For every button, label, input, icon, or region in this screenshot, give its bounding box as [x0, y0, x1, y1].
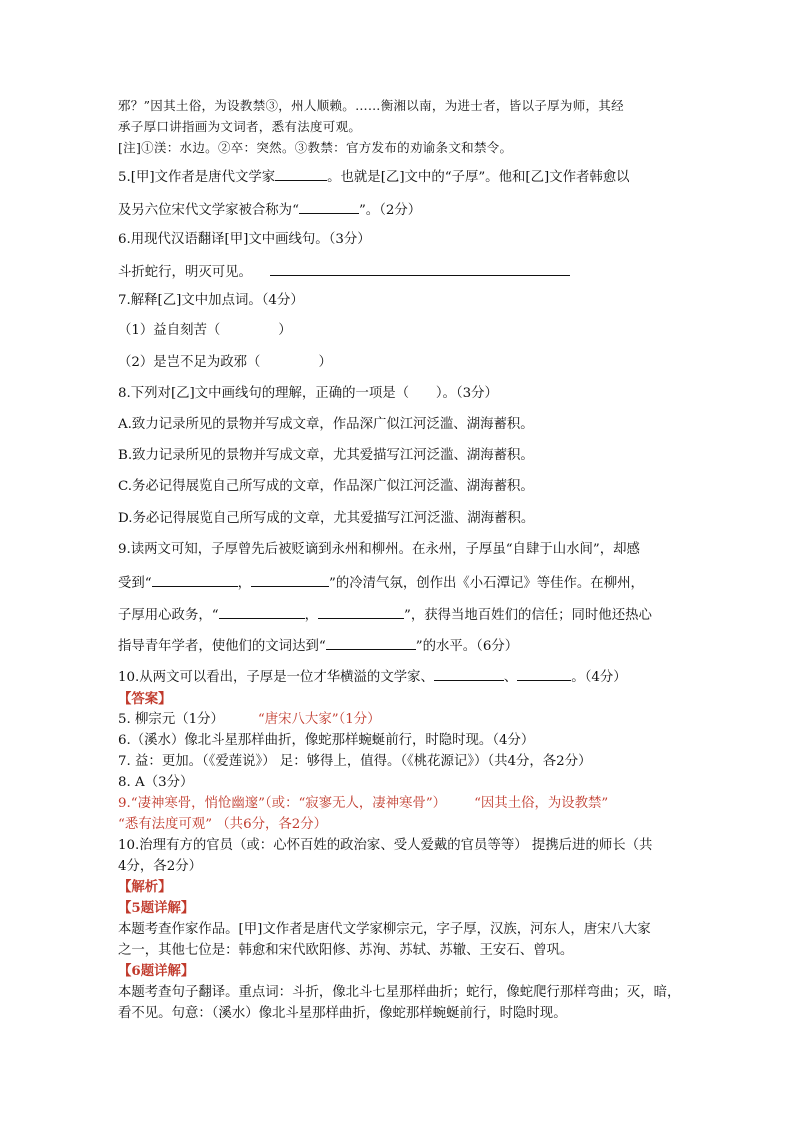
question-6-line: [118, 263, 570, 279]
q6-sentence: 斗折蛇行，明灭可见。: [118, 265, 252, 280]
q5-text-a: 5.[甲]文作者是唐代文学家: [118, 170, 276, 185]
passage-note: [注]①渼：水边。②卒：突然。③教禁：官方发布的劝谕条文和禁令。: [118, 140, 513, 155]
q9-l4-text-b: ”的水平。（6分）: [415, 639, 519, 654]
q9-l2-comma: ，: [237, 576, 252, 591]
q5-text-c: 及另六位宋代文学家被合称为“: [118, 203, 299, 218]
analysis-5-line-2: 之一，其他七位是：韩愈和宋代欧阳修、苏洵、苏轼、苏辙、王安石、曾巩。: [118, 943, 574, 958]
question-9-line-3: [118, 606, 652, 622]
analysis-header: 【解析】: [118, 879, 172, 895]
question-7-item-1: [118, 324, 292, 337]
q10-text-a: 10.从两文可以看出，子厚是一位才华横溢的文学家、: [118, 670, 434, 685]
question-8-stem: 8.下列对[乙]文中画线句的理解，正确的一项是（ ）。（3分）: [118, 386, 498, 401]
q10-blank-1[interactable]: [434, 668, 504, 681]
analysis-5-line-1: 本题考查作家作品。[甲]文作者是唐代文学家柳宗元，字子厚，汉族，河东人，唐宋八大家: [118, 922, 651, 937]
q7-item-1-close: ）: [278, 323, 292, 338]
answer-9-line-2: “悉有法度可观” （共6分，各2分）: [118, 817, 328, 832]
answer-7: 7. 益：更加。（《爱莲说》） 足：够得上，值得。（《桃花源记》）（共4分，各2分）: [118, 754, 592, 769]
analysis-6-line-2: 看不见。句意：（溪水）像北斗星那样曲折，像蛇那样蜿蜒前行，时隐时现。: [118, 1006, 567, 1021]
q5-blank-2[interactable]: [299, 201, 359, 214]
q9-blank-2[interactable]: [251, 574, 329, 587]
question-8-option-d[interactable]: D.务必记得展览自己所写成的文章，尤其爱描写江河泛滥、湖海蓄积。: [118, 511, 535, 526]
q6-answer-blank[interactable]: [270, 263, 570, 276]
q7-item-2-close: ）: [318, 355, 332, 370]
q5-text-b: 。也就是[乙]文中的“子厚”。他和[乙]文作者韩愈以: [327, 170, 630, 185]
answer-5: [118, 713, 381, 726]
q9-l2-text-c: ”的冷清气氛，创作出《小石潭记》等佳作。在柳州，: [329, 576, 644, 591]
question-7-item-2: [118, 356, 332, 369]
q9-l3-text-a: 子厚用心政务，“: [118, 608, 219, 623]
analysis-6-line-1: 本题考查句子翻译。重点词：斗折，像北斗七星那样曲折；蛇行，像蛇爬行那样弯曲；灭，暗，: [118, 985, 681, 1000]
question-5-line-2: [118, 201, 421, 217]
q9-blank-4[interactable]: [318, 606, 404, 619]
question-9-line-2: [118, 574, 644, 590]
answer-9-line-1: [118, 797, 608, 810]
question-9-line-4: [118, 637, 518, 653]
analysis-6-header: 【6题详解】: [118, 963, 195, 979]
question-8-option-b[interactable]: B.致力记录所见的景物并写成文章，尤其爱描写江河泛滥、湖海蓄积。: [118, 448, 534, 463]
question-7-stem: 7.解释[乙]文中加点词。（4分）: [118, 293, 304, 308]
q7-item-2-text: （2）是岂不足为政邪（: [118, 355, 261, 370]
q10-text-c: 。（4分）: [571, 670, 627, 685]
analysis-5-header: 【5题详解】: [118, 900, 195, 916]
answer-9-part-a: 9.“凄神寒骨，悄怆幽邃”（或：“寂寥无人，凄神寒骨”）: [118, 796, 447, 811]
answer-9-part-b: “因其土俗，为设教禁”: [474, 796, 609, 811]
answer-10-line-1: 10.治理有方的官员（或：心怀百姓的政治家、受人爱戴的官员等等） 提携后进的师长（共: [118, 838, 653, 853]
question-9-line-1: 9.读两文可知，子厚曾先后被贬谪到永州和柳州。在永州，子厚虽“自肆于山水间”，却感: [118, 542, 640, 557]
answer-8: 8. A（3分）: [118, 775, 194, 790]
q7-item-1-text: （1）益自刻苦（: [118, 323, 221, 338]
q5-text-d: ”。（2分）: [358, 203, 422, 218]
answer-5-main: 5. 柳宗元（1分）: [118, 712, 224, 727]
q9-blank-5[interactable]: [326, 637, 416, 650]
q5-blank-1[interactable]: [275, 168, 327, 181]
q9-l3-comma: ，: [304, 608, 318, 623]
question-6-stem: 6.用现代汉语翻译[甲]文中画线句。（3分）: [118, 232, 371, 247]
question-5-line-1: [118, 168, 630, 184]
question-8-option-a[interactable]: A.致力记录所见的景物并写成文章，作品深广似江河泛滥、湖海蓄积。: [118, 417, 534, 432]
answer-5-red: “唐宋八大家”（1分）: [257, 712, 381, 727]
q9-l2-text-a: 受到“: [118, 576, 152, 591]
q9-blank-1[interactable]: [152, 574, 238, 587]
q10-text-b: 、: [503, 670, 518, 685]
answer-header: 【答案】: [118, 691, 172, 707]
answer-6: 6.（溪水）像北斗星那样曲折，像蛇那样蜿蜒前行，时隐时现。（4分）: [118, 733, 535, 748]
passage-line-1: 邪？”因其土俗，为设教禁③，州人顺赖。……衡湘以南，为进士者，皆以子厚为师，其经: [118, 98, 624, 113]
q9-blank-3[interactable]: [219, 606, 305, 619]
passage-line-2: 承子厚口讲指画为文词者，悉有法度可观。: [118, 119, 362, 134]
q10-blank-2[interactable]: [517, 668, 571, 681]
answer-10-line-2: 4分，各2分）: [118, 859, 202, 874]
q9-l3-text-c: ”，获得当地百姓们的信任；同时他还热心: [403, 608, 652, 623]
q9-l4-text-a: 指导青年学者，使他们的文词达到“: [118, 639, 326, 654]
question-10: [118, 668, 627, 684]
question-8-option-c[interactable]: C.务必记得展览自己所写成的文章，作品深广似江河泛滥、湖海蓄积。: [118, 479, 534, 494]
